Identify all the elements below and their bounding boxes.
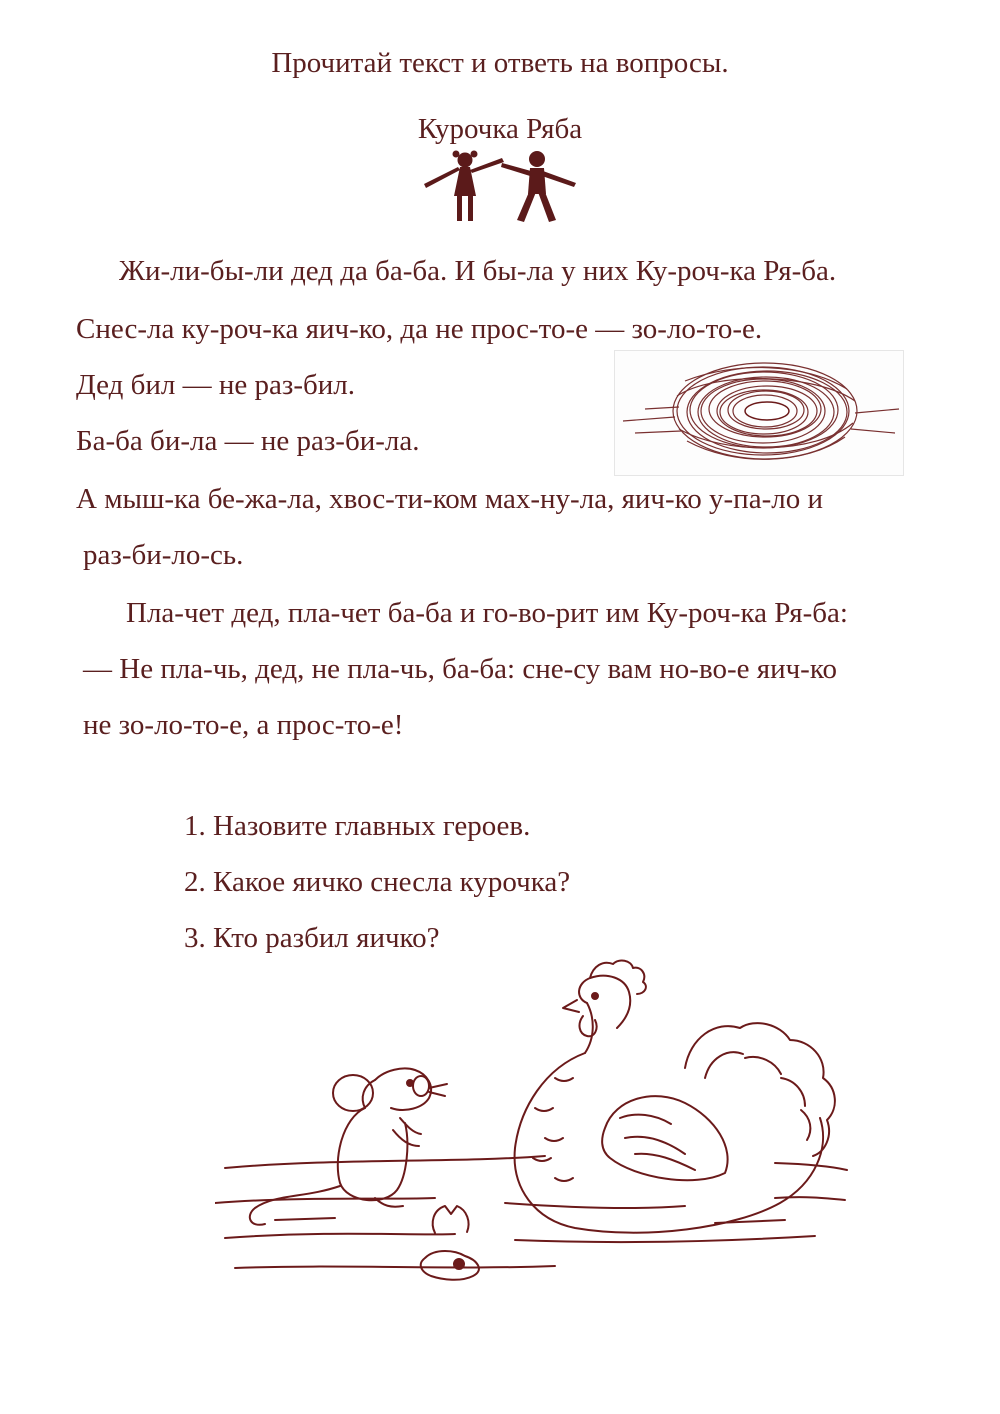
story-line-4: Ба-ба би-ла — не раз-би-ла. bbox=[76, 425, 420, 457]
story-line-7: Пла-чет дед, пла-чет ба-ба и го-во-рит им Ку-роч-ка Ря-ба: bbox=[126, 597, 848, 629]
question-1: 1. Назовите главных героев. bbox=[184, 810, 531, 842]
instruction: Прочитай текст и ответь на вопросы. bbox=[271, 47, 729, 79]
question-2: 2. Какое яичко снесла курочка? bbox=[184, 866, 571, 898]
story-line-8: — Не пла-чь, дед, не пла-чь, ба-ба: сне-су вам но-во-е яич-ко bbox=[83, 653, 837, 685]
story-title: Курочка Ряба bbox=[417, 113, 583, 145]
question-3: 3. Кто разбил яичко? bbox=[184, 922, 440, 954]
story-line-5: А мыш-ка бе-жа-ла, хвос-ти-ком мах-ну-ла, яич-ко у-па-ло и bbox=[76, 483, 823, 515]
nest-illustration bbox=[614, 350, 904, 476]
story-line-1: Жи-ли-бы-ли дед да ба-ба. И бы-ла у них Ку-роч-ка Ря-ба. bbox=[119, 255, 837, 287]
hen-mouse-illustration bbox=[215, 958, 855, 1300]
story-line-9: не зо-ло-то-е, а прос-то-е! bbox=[83, 709, 404, 741]
story-line-3: Дед бил — не раз-бил. bbox=[76, 369, 355, 401]
story-line-6: раз-би-ло-сь. bbox=[83, 539, 244, 571]
children-icon bbox=[420, 148, 580, 226]
story-line-2: Снес-ла ку-роч-ка яич-ко, да не прос-то-е — зо-ло-то-е. bbox=[76, 313, 763, 345]
